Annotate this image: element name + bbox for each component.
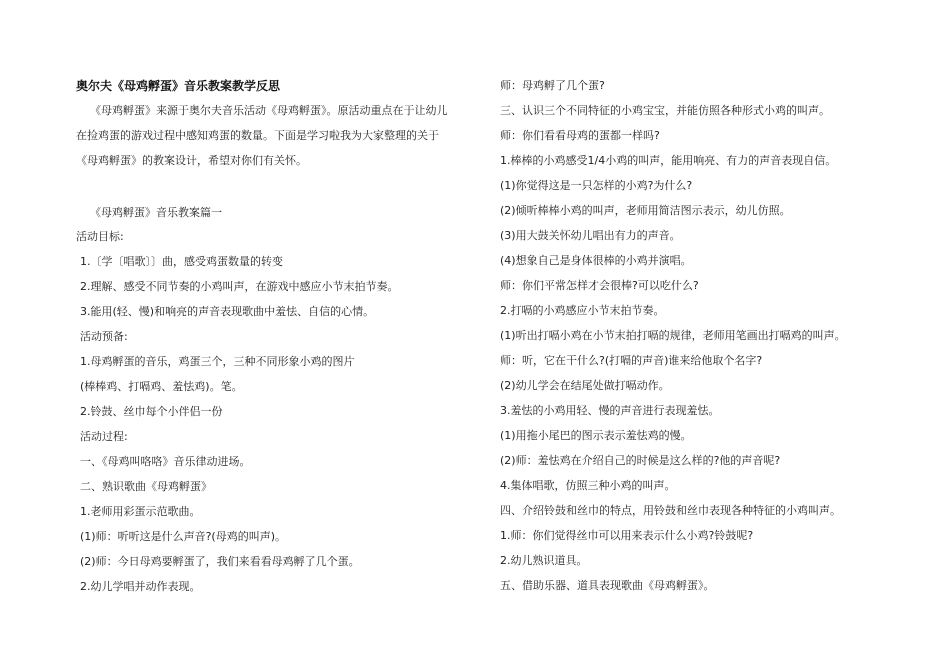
right-line: (1)用拖小尾巴的图示表示羞怯鸡的慢。 bbox=[500, 429, 692, 442]
left-line: 活动目标: bbox=[76, 230, 124, 243]
document-title: 奥尔夫《母鸡孵蛋》音乐教案教学反思 bbox=[76, 79, 281, 93]
right-line: 五、借助乐器、道具表现歌曲《母鸡孵蛋》。 bbox=[500, 579, 715, 592]
right-line: 师：听，它在干什么?(打嗝的声音)谁来给他取个名字? bbox=[500, 354, 763, 367]
right-line: 师：你们平常怎样才会很棒?可以吃什么? bbox=[500, 279, 699, 292]
right-line: 师：你们看看母鸡的蛋都一样吗? bbox=[500, 129, 660, 142]
left-line: 活动过程: bbox=[80, 430, 128, 443]
left-line: 2.理解、感受不同节奏的小鸡叫声，在游戏中感应小节末拍节奏。 bbox=[80, 280, 399, 293]
intro-line-2: 在捡鸡蛋的游戏过程中感知鸡蛋的数量。下面是学习啦我为大家整理的关于 bbox=[76, 129, 439, 142]
intro-line-3: 《母鸡孵蛋》的教案设计，希望对你们有关怀。 bbox=[76, 154, 307, 167]
right-line: 1.棒棒的小鸡感受1/4小鸡的叫声，能用响亮、有力的声音表现自信。 bbox=[500, 154, 837, 167]
left-line: (2)师：今日母鸡要孵蛋了，我们来看看母鸡孵了几个蛋。 bbox=[80, 555, 360, 568]
left-line: 一、《母鸡叫咯咯》音乐律动进场。 bbox=[80, 455, 251, 468]
right-line: 3.羞怯的小鸡用轻、慢的声音进行表现羞怯。 bbox=[500, 404, 720, 417]
right-line: (2)倾听棒棒小鸡的叫声，老师用简洁图示表示，幼儿仿照。 bbox=[500, 204, 791, 217]
right-line: (1)你觉得这是一只怎样的小鸡?为什么? bbox=[500, 179, 693, 192]
left-line: 1.〔学〔唱歌〕〕曲，感受鸡蛋数量的转变 bbox=[80, 255, 283, 268]
right-line: (4)想象自己是身体很棒的小鸡并演唱。 bbox=[500, 254, 692, 267]
right-line: 4.集体唱歌，仿照三种小鸡的叫声。 bbox=[500, 479, 676, 492]
left-line: 2.铃鼓、丝巾每个小伴侣一份 bbox=[80, 405, 223, 418]
left-line: 3.能用(轻、慢)和响亮的声音表现歌曲中羞怯、自信的心情。 bbox=[80, 305, 375, 318]
right-line: (3)用大鼓关怀幼儿唱出有力的声音。 bbox=[500, 229, 681, 242]
right-line: (1)听出打嗝小鸡在小节末拍打嗝的规律，老师用笔画出打嗝鸡的叫声。 bbox=[500, 329, 846, 342]
section-heading: 《母鸡孵蛋》音乐教案篇一 bbox=[90, 206, 222, 219]
right-line: (2)师：羞怯鸡在介绍自己的时候是这么样的?他的声音呢? bbox=[500, 454, 781, 467]
left-line: 活动预备: bbox=[80, 330, 128, 343]
left-line: (1)师：听听这是什么声音?(母鸡的叫声)。 bbox=[80, 530, 287, 543]
right-line: 2.打嗝的小鸡感应小节末拍节奏。 bbox=[500, 304, 665, 317]
left-line: 1.老师用彩蛋示范歌曲。 bbox=[80, 505, 201, 518]
right-line: 三、认识三个不同特征的小鸡宝宝，并能仿照各种形式小鸡的叫声。 bbox=[500, 104, 830, 117]
left-line: 1.母鸡孵蛋的音乐，鸡蛋三个，三种不同形象小鸡的图片 bbox=[80, 355, 355, 368]
right-line: 师：母鸡孵了几个蛋? bbox=[500, 79, 605, 92]
left-line: (棒棒鸡、打嗝鸡、羞怯鸡)。笔。 bbox=[80, 380, 243, 393]
left-line: 2.幼儿学唱并动作表现。 bbox=[80, 580, 201, 593]
right-line: 四、介绍铃鼓和丝巾的特点，用铃鼓和丝巾表现各种特征的小鸡叫声。 bbox=[500, 504, 841, 517]
right-line: 1.师：你们觉得丝巾可以用来表示什么小鸡?铃鼓呢? bbox=[500, 529, 754, 542]
intro-line-1: 《母鸡孵蛋》来源于奥尔夫音乐活动《母鸡孵蛋》。原活动重点在于让幼儿 bbox=[90, 104, 448, 117]
left-line: 二、熟识歌曲《母鸡孵蛋》 bbox=[80, 480, 212, 493]
right-line: 2.幼儿熟识道具。 bbox=[500, 554, 588, 567]
right-line: (2)幼儿学会在结尾处做打嗝动作。 bbox=[500, 379, 670, 392]
